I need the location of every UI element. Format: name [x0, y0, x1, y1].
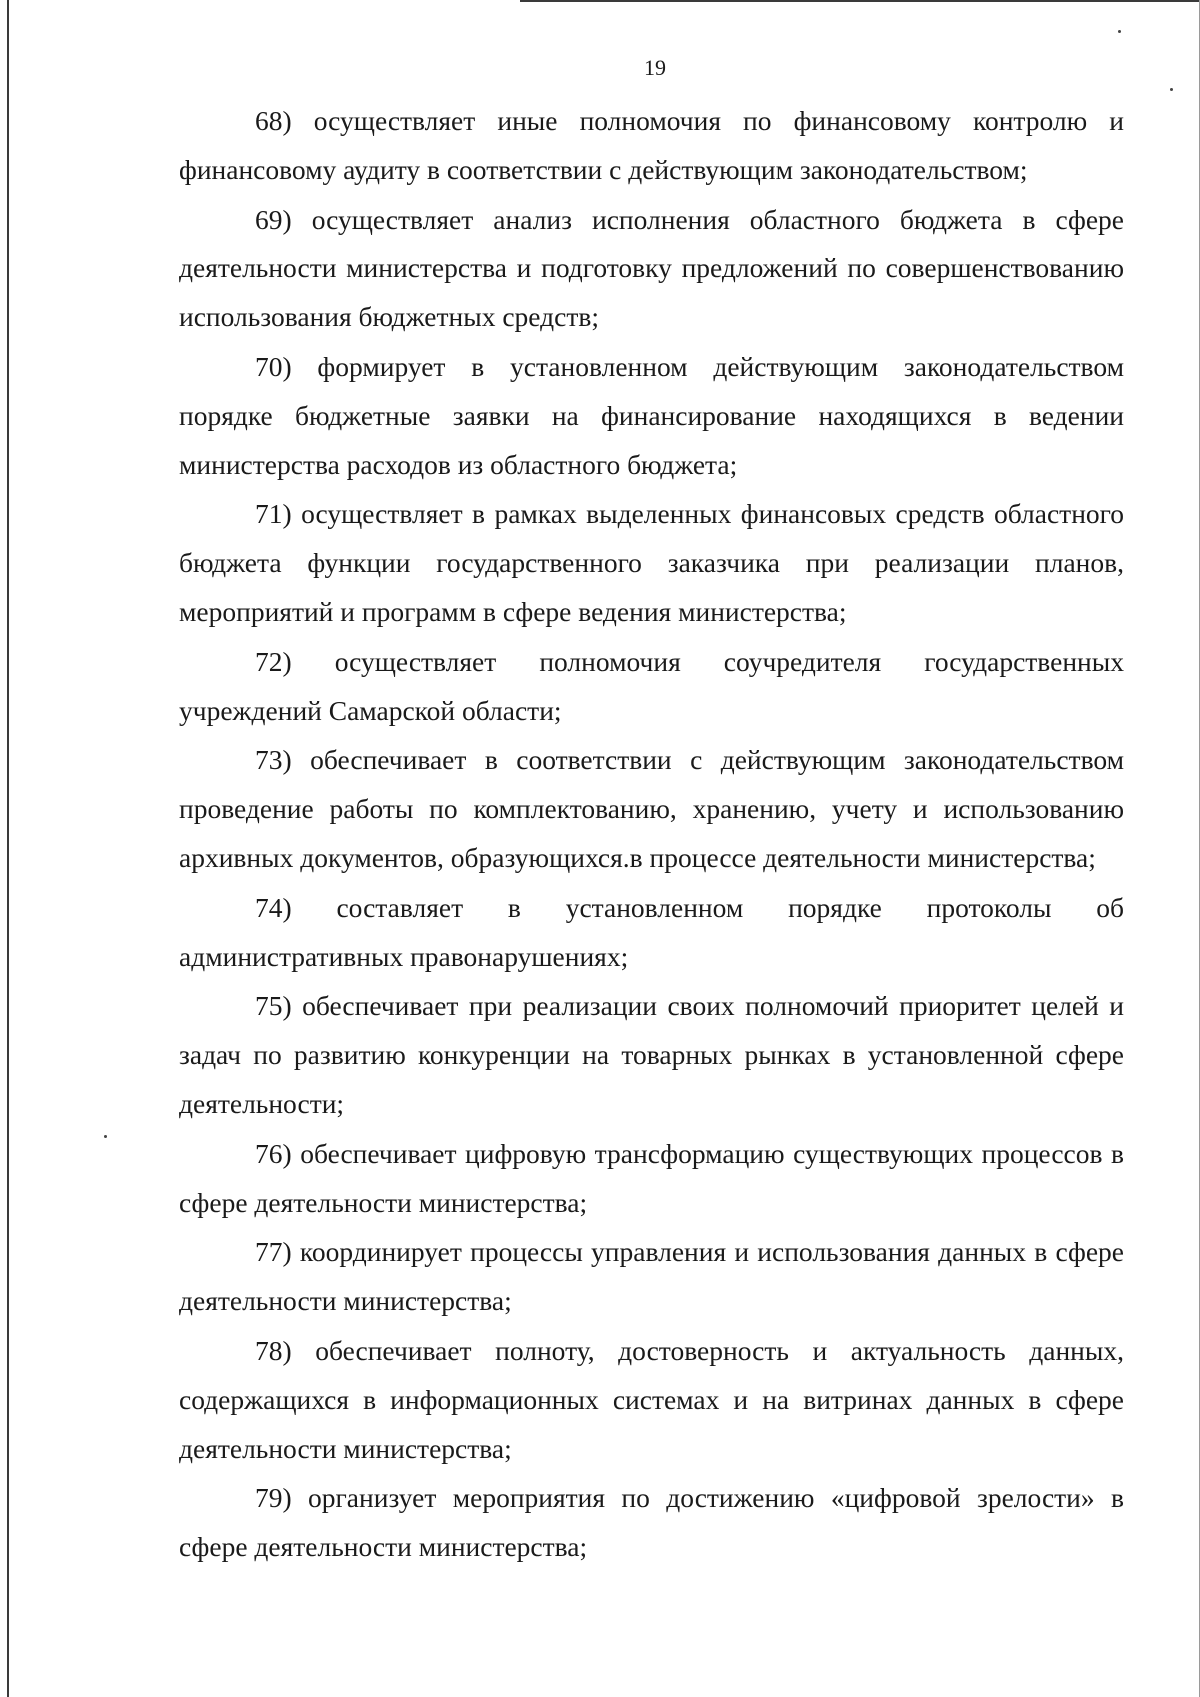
list-item: 75) обеспечивает при реализации своих полномочий приоритет целей и задач по развитию конкуренции на товарных рынках в установленной сфере деятельности; [179, 990, 1124, 1119]
list-item: 70) формирует в установленном действующим законодательством порядке бюджетные заявки на финансирование находящихся в ведении министерства расходов из областного бюджета; [179, 350, 1124, 480]
list-item: 77) координирует процессы управления и использования данных в сфере деятельности министерства; [179, 1236, 1124, 1317]
scan-speck [104, 1135, 107, 1138]
scan-left-edge [7, 0, 9, 1697]
list-item: 74) составляет в установленном порядке протоколы об административных правонарушениях; [179, 891, 1124, 972]
page-number: 19 [644, 55, 666, 80]
scan-top-edge [520, 0, 1200, 2]
list-item: 76) обеспечивает цифровую трансформацию существующих процессов в сфере деятельности министерства; [179, 1137, 1124, 1218]
scan-speck [1118, 30, 1121, 33]
list-item: 78) обеспечивает полноту, достоверность и актуальность данных, содержащихся в информационных системах и на витринах данных в сфере деятельности министерства; [179, 1334, 1124, 1464]
list-item: 69) осуществляет анализ исполнения областного бюджета в сфере деятельности министерства и подготовку предложений по совершенствованию использования бюджетных средств; [179, 203, 1124, 333]
list-item: 72) осуществляет полномочия соучредителя государственных учреждений Самарской области; [179, 645, 1124, 726]
list-item: 71) осуществляет в рамках выделенных финансовых средств областного бюджета функции государственного заказчика при реализации планов, мероприятий и программ в сфере ведения министерства; [179, 498, 1124, 627]
scan-speck [1170, 88, 1173, 91]
document-body [179, 97, 1124, 1573]
list-item: 68) осуществляет иные полномочия по финансовому контролю и финансовому аудиту в соответствии с действующим законодательством; [179, 105, 1124, 185]
list-item: 73) обеспечивает в соответствии с действующим законодательством проведение работы по комплектованию, хранению, учету и использованию архивных документов, образующихся.в процессе деятельности министерства; [179, 744, 1124, 873]
list-item: 79) организует мероприятия по достижению «цифровой зрелости» в сфере деятельности министерства; [179, 1482, 1124, 1563]
